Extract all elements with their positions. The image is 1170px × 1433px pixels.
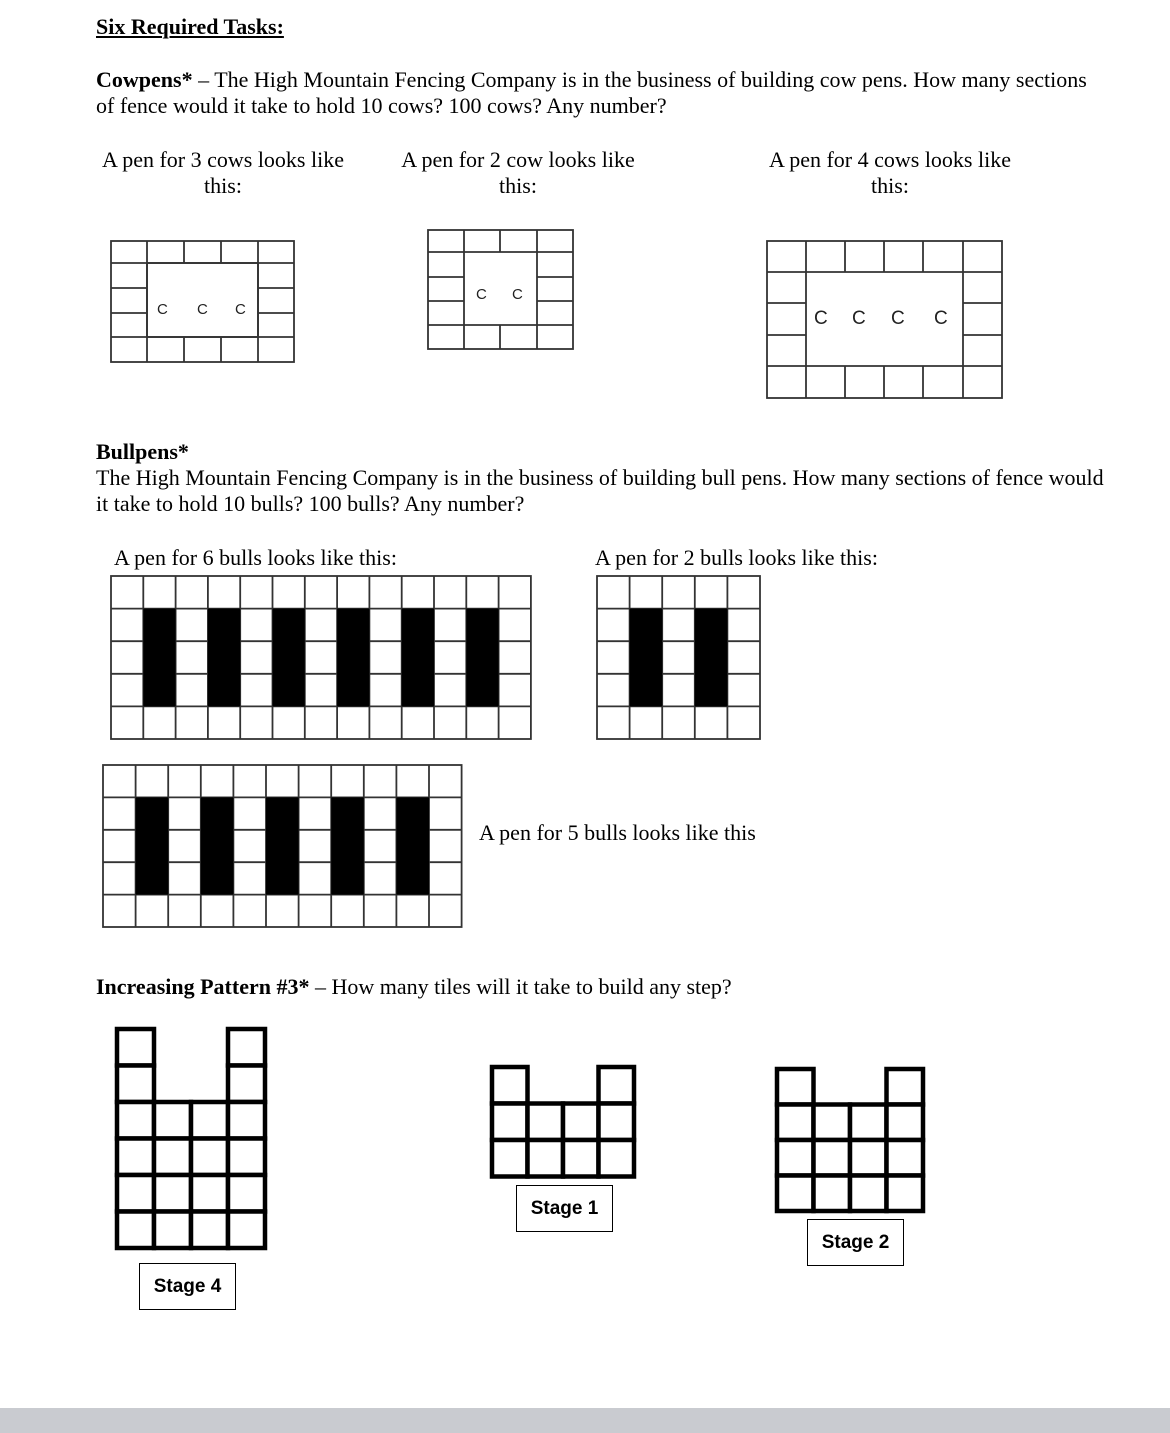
stage-4-label: Stage 4	[139, 1263, 236, 1310]
tile	[777, 1105, 814, 1141]
pen-outline	[597, 576, 760, 739]
bull-block	[695, 609, 728, 707]
tile	[777, 1069, 814, 1105]
caption-2-cows-line1: A pen for 2 cow looks like	[401, 147, 635, 172]
caption-3-cows	[88, 147, 358, 199]
cowpens-text: The High Mountain Fencing Company is in the business of building cow pens. How many sections of fence would it take to hold 10 cows? 100 cows? Any number?	[96, 67, 1087, 118]
tile	[117, 1029, 154, 1066]
tile	[850, 1176, 887, 1212]
caption-2-bulls: A pen for 2 bulls looks like this:	[595, 545, 878, 570]
bull-block	[466, 609, 498, 707]
tile	[228, 1066, 265, 1103]
bull-block	[331, 797, 364, 894]
tile	[599, 1140, 635, 1177]
bull-block	[630, 609, 663, 707]
cowpen-4-cows	[766, 240, 1004, 400]
tile	[117, 1102, 154, 1139]
pattern-text: – How many tiles will it take to build any step?	[309, 974, 732, 999]
tile	[814, 1105, 851, 1141]
bull-block	[273, 609, 305, 707]
caption-5-bulls: A pen for 5 bulls looks like this	[479, 820, 756, 845]
tile	[528, 1104, 564, 1141]
bull-block	[208, 609, 240, 707]
tile	[563, 1140, 599, 1177]
caption-3-cows-line1: A pen for 3 cows looks like	[102, 147, 344, 172]
caption-4-cows-line2: this:	[871, 173, 909, 198]
caption-6-bulls: A pen for 6 bulls looks like this:	[114, 545, 397, 570]
cow-label: C	[934, 308, 948, 329]
cowpens-dash: –	[192, 67, 215, 92]
tile	[117, 1139, 154, 1176]
cow-label: C	[476, 286, 487, 303]
tile	[777, 1176, 814, 1212]
page-heading: Six Required Tasks:	[96, 14, 284, 39]
tile	[228, 1175, 265, 1212]
caption-4-cows-line1: A pen for 4 cows looks like	[769, 147, 1011, 172]
bottom-bar	[0, 1408, 1170, 1433]
cowpens-title: Cowpens*	[96, 67, 193, 92]
tile	[887, 1105, 924, 1141]
cowpen-2-cows	[427, 229, 575, 352]
bull-block	[337, 609, 369, 707]
tile	[228, 1102, 265, 1139]
tile	[528, 1140, 564, 1177]
bull-block	[201, 797, 234, 894]
tile	[154, 1175, 191, 1212]
pattern-heading	[96, 974, 732, 1000]
bull-block	[266, 797, 299, 894]
tile	[887, 1140, 924, 1176]
caption-2-cows	[383, 147, 653, 199]
cow-label: C	[235, 301, 246, 318]
stage-4-figure	[114, 1026, 270, 1250]
tile	[814, 1140, 851, 1176]
bull-block	[136, 797, 169, 894]
tile	[563, 1104, 599, 1141]
pattern-title: Increasing Pattern #3*	[96, 974, 310, 999]
cow-label: C	[512, 286, 523, 303]
bullpen-6-bulls	[110, 575, 535, 742]
tile	[191, 1212, 228, 1249]
cow-label: C	[157, 301, 168, 318]
cowpen-3-cows	[110, 240, 296, 365]
tile	[887, 1069, 924, 1105]
tile	[117, 1212, 154, 1249]
stage-1-figure	[489, 1064, 637, 1182]
bullpens-text: The High Mountain Fencing Company is in the business of building bull pens. How many sections of fence would it take to hold 10 bulls? 100 bulls? Any number?	[96, 465, 1104, 516]
bull-block	[396, 797, 429, 894]
tile	[492, 1104, 528, 1141]
tile	[887, 1176, 924, 1212]
caption-2-cows-line2: this:	[499, 173, 537, 198]
tile	[850, 1140, 887, 1176]
stage-2-figure	[774, 1066, 929, 1214]
tile	[117, 1066, 154, 1103]
tile	[154, 1102, 191, 1139]
tile	[492, 1140, 528, 1177]
tile	[191, 1102, 228, 1139]
tile	[191, 1175, 228, 1212]
caption-4-cows	[750, 147, 1030, 199]
tile	[228, 1139, 265, 1176]
tile	[228, 1212, 265, 1249]
cow-label: C	[852, 308, 866, 329]
stage-1-label: Stage 1	[516, 1185, 613, 1232]
tile	[228, 1029, 265, 1066]
tile	[492, 1067, 528, 1104]
tile	[850, 1105, 887, 1141]
tile	[191, 1139, 228, 1176]
tile	[777, 1140, 814, 1176]
tile	[117, 1175, 154, 1212]
bull-block	[143, 609, 175, 707]
cow-label: C	[891, 308, 905, 329]
cow-label: C	[814, 308, 828, 329]
cowpens-paragraph	[96, 67, 1096, 119]
bullpen-2-bulls	[596, 575, 762, 742]
bullpen-5-bulls	[102, 764, 463, 930]
tile	[154, 1212, 191, 1249]
caption-3-cows-line2: this:	[204, 173, 242, 198]
cow-label: C	[197, 301, 208, 318]
stage-2-label: Stage 2	[807, 1219, 904, 1266]
tile	[814, 1176, 851, 1212]
bull-block	[402, 609, 434, 707]
tile	[154, 1139, 191, 1176]
tile	[599, 1104, 635, 1141]
tile	[599, 1067, 635, 1104]
bullpens-title: Bullpens*	[96, 439, 189, 464]
